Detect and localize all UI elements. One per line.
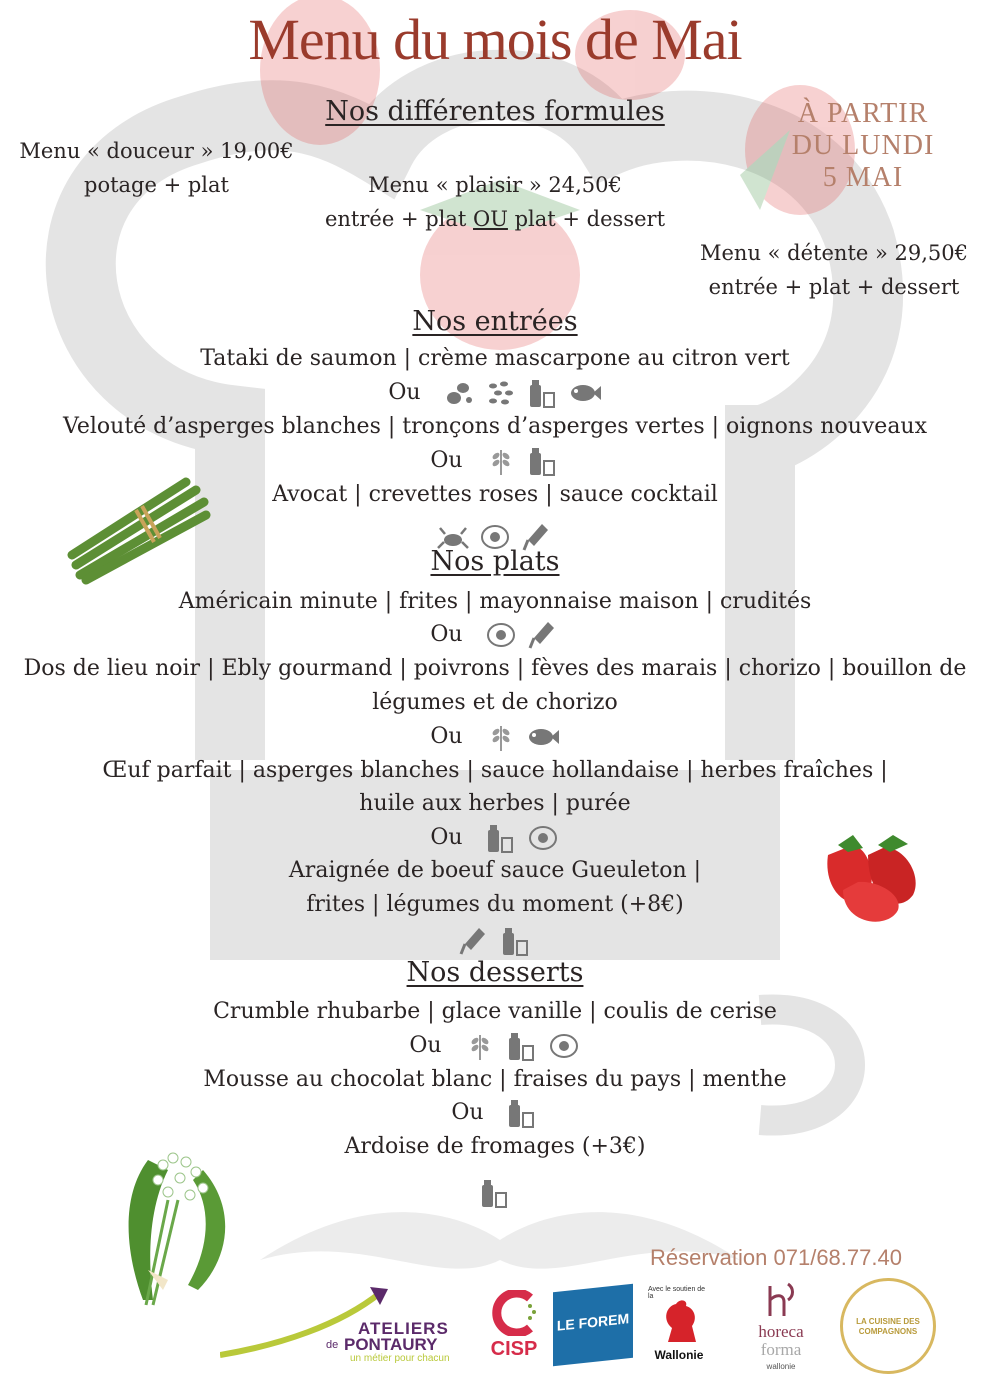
ateliers-tagline: un métier pour chacun	[350, 1353, 450, 1364]
rooster-icon	[658, 1298, 702, 1346]
cuisine-des-compagnons-logo	[840, 1278, 936, 1374]
entree-item-3: Avocat | crevettes roses | sauce cocktail	[272, 482, 718, 507]
milk-icon	[526, 446, 560, 476]
entree-ou-1	[0, 376, 990, 409]
dessert-ou-2	[0, 1096, 990, 1129]
entree-item-1: Tataki de saumon | crème mascarpone au citron vert	[200, 346, 790, 371]
egg-icon	[526, 823, 560, 853]
formule-plaisir-detail: entrée + plat OU plat + dessert	[324, 207, 666, 231]
promo-line-1: À PARTIR	[797, 98, 929, 129]
formule-douceur	[14, 134, 299, 202]
ateliers-de-label: de	[326, 1339, 339, 1351]
formule-plaisir-name: Menu « plaisir » 24,50€	[368, 173, 622, 197]
formule-detente-name: Menu « détente » 29,50€	[700, 241, 968, 265]
formule-douceur-detail: potage + plat	[84, 173, 229, 197]
plat-ou-2	[0, 720, 990, 753]
promo-line-2: DU LUNDI	[791, 130, 935, 161]
or-label: Ou	[430, 622, 463, 647]
cuisine-label-2: COMPAGNONS	[858, 1327, 918, 1336]
asparagus-illustration	[66, 470, 216, 585]
egg-icon	[484, 620, 518, 650]
or-label: Ou	[409, 1033, 442, 1058]
wallonie-logo	[648, 1286, 710, 1366]
milk-icon	[499, 926, 533, 956]
entrees-heading: Nos entrées	[412, 306, 578, 337]
or-label: Ou	[430, 825, 463, 850]
cisp-label: CISP	[490, 1338, 538, 1360]
pontaury-label: PONTAURY	[344, 1335, 438, 1354]
formule-detente-detail: entrée + plat + dessert	[708, 275, 960, 299]
plat-item-3b: huile aux herbes | purée	[359, 791, 631, 816]
seeds-icon	[484, 378, 518, 408]
dessert-ou-1	[0, 1029, 990, 1062]
cisp-ring-icon	[490, 1290, 538, 1336]
forem-logo	[553, 1284, 633, 1366]
horeca-mark-icon	[764, 1282, 798, 1318]
plat-item-2a: Dos de lieu noir | Ebly gourmand | poivrons | fèves des marais | chorizo | bouillon de	[23, 656, 967, 681]
strawberries-illustration	[818, 830, 928, 930]
wheat-icon	[484, 722, 518, 752]
mustard-icon	[457, 926, 491, 956]
or-label: Ou	[430, 724, 463, 749]
wallonie-label: Wallonie	[654, 1348, 704, 1362]
wheat-icon	[484, 446, 518, 476]
milk-icon	[484, 823, 518, 853]
egg-icon	[547, 1031, 581, 1061]
start-date-banner	[758, 98, 968, 194]
plat-item-1: Américain minute | frites | mayonnaise maison | crudités	[178, 589, 812, 614]
formule-douceur-name: Menu « douceur » 19,00€	[19, 139, 294, 163]
desserts-heading: Nos desserts	[406, 957, 584, 988]
peanut-icon	[442, 378, 476, 408]
milk-icon	[478, 1178, 512, 1208]
ateliers-label: ATELIERS	[358, 1319, 449, 1338]
or-underlined: OU	[473, 207, 508, 231]
horeca-wallonie-label: wallonie	[766, 1362, 796, 1371]
or-label: Ou	[451, 1100, 484, 1125]
plat-item-2b: légumes et de chorizo	[372, 690, 618, 715]
dessert-item-3: Ardoise de fromages (+3€)	[344, 1134, 646, 1159]
cuisine-label-1: LA CUISINE DES	[856, 1317, 920, 1326]
formule-plaisir	[295, 168, 695, 236]
plat-item-4b: frites | légumes du moment (+8€)	[306, 892, 684, 917]
or-label: Ou	[388, 380, 421, 405]
formule-detente	[694, 236, 974, 304]
dessert-item-2: Mousse au chocolat blanc | fraises du pays | menthe	[203, 1067, 787, 1092]
plat-item-3a: Œuf parfait | asperges blanches | sauce hollandaise | herbes fraîches |	[102, 758, 888, 783]
mustard-icon	[526, 620, 560, 650]
formules-heading: Nos différentes formules	[325, 96, 665, 127]
forma-label: forma	[760, 1340, 802, 1359]
horeca-label: horeca	[758, 1322, 804, 1341]
milk-icon	[505, 1031, 539, 1061]
wheat-icon	[463, 1031, 497, 1061]
ateliers-pontaury-logo	[220, 1285, 470, 1365]
horeca-forma-logo	[746, 1282, 816, 1378]
page-title: Menu du mois de Mai	[248, 7, 742, 72]
wallonie-support-note: Avec le soutien de la	[648, 1286, 706, 1300]
fish-icon	[526, 722, 560, 752]
plat-item-4a: Araignée de boeuf sauce Gueuleton |	[288, 858, 702, 883]
or-label: Ou	[430, 448, 463, 473]
dessert-item-1: Crumble rhubarbe | glace vanille | coulis de cerise	[213, 999, 777, 1024]
cisp-logo	[484, 1290, 544, 1362]
milk-icon	[505, 1098, 539, 1128]
reservation-phone: Réservation 071/68.77.40	[650, 1245, 902, 1270]
milk-icon	[526, 378, 560, 408]
entree-item-2: Velouté d’asperges blanches | tronçons d’asperges vertes | oignons nouveaux	[62, 414, 928, 439]
plat-ou-1	[0, 618, 990, 651]
forem-label: LE FOREM	[556, 1310, 630, 1334]
fish-icon	[568, 378, 602, 408]
promo-line-3: 5 MAI	[822, 162, 904, 193]
plats-heading: Nos plats	[430, 546, 560, 577]
